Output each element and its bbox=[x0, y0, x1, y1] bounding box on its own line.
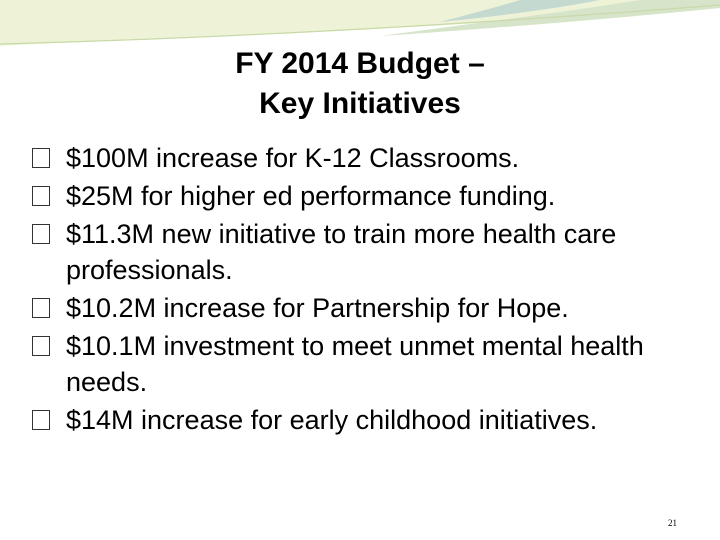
bullet-item bbox=[30, 178, 710, 214]
bullet-item bbox=[30, 216, 710, 288]
title-line-2: Key Initiatives bbox=[259, 87, 461, 120]
page-number: 21 bbox=[668, 518, 677, 528]
missing-glyph-box-icon bbox=[32, 224, 50, 244]
bullet-text: $10.2M increase for Partnership for Hope. bbox=[66, 293, 569, 323]
bullet-text: $10.1M investment to meet unmet mental health needs. bbox=[66, 331, 644, 397]
slide-title bbox=[60, 44, 660, 124]
missing-glyph-box-icon bbox=[32, 336, 50, 356]
bullet-item bbox=[30, 328, 710, 400]
missing-glyph-box-icon bbox=[32, 410, 50, 430]
title-line-1: FY 2014 Budget – bbox=[235, 47, 485, 80]
bullet-item bbox=[30, 290, 710, 326]
missing-glyph-box-icon bbox=[32, 298, 50, 318]
bullet-text: $100M increase for K-12 Classrooms. bbox=[66, 143, 520, 173]
bullet-text: $25M for higher ed performance funding. bbox=[66, 181, 556, 211]
missing-glyph-box-icon bbox=[32, 148, 50, 168]
bullet-item bbox=[30, 402, 710, 438]
bullet-item bbox=[30, 140, 710, 176]
missing-glyph-box-icon bbox=[32, 186, 50, 206]
bullet-list bbox=[30, 140, 710, 440]
bullet-text: $11.3M new initiative to train more health care professionals. bbox=[66, 219, 617, 285]
bullet-text: $14M increase for early childhood initiatives. bbox=[66, 405, 598, 435]
